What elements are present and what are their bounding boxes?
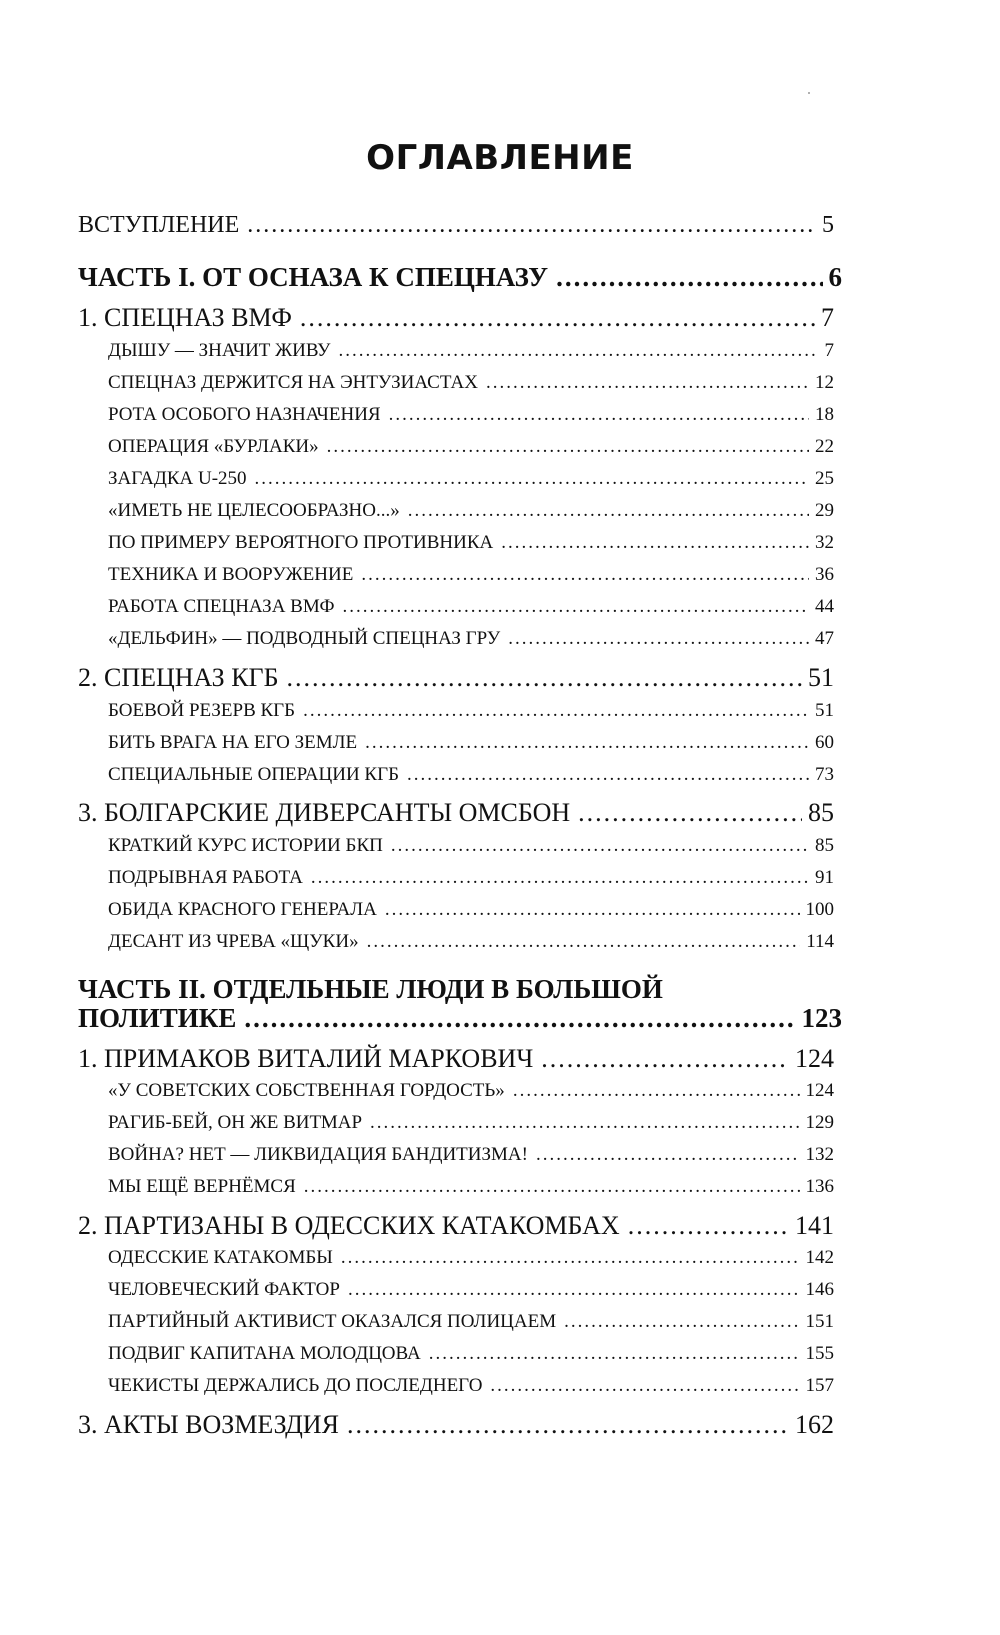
dot-leader <box>486 372 809 394</box>
toc-page-number: 136 <box>805 1176 834 1197</box>
toc-chapter <box>78 798 834 828</box>
toc-subentry <box>108 899 834 921</box>
toc-subentry <box>108 564 834 586</box>
toc-entry-label: ЧАСТЬ I. ОТ ОСНАЗА К СПЕЦНАЗУ <box>78 262 549 292</box>
toc-subentry <box>108 1144 834 1166</box>
toc-entry-label: ЧЕЛОВЕЧЕСКИЙ ФАКТОР <box>108 1279 340 1300</box>
toc-entry-label: 2. ПАРТИЗАНЫ В ОДЕССКИХ КАТАКОМБАХ <box>78 1211 620 1240</box>
toc-entry-label: «У СОВЕТСКИХ СОБСТВЕННАЯ ГОРДОСТЬ» <box>108 1080 505 1101</box>
toc-entry-label: 3. АКТЫ ВОЗМЕЗДИЯ <box>78 1410 339 1439</box>
toc-page-number: 100 <box>805 899 834 920</box>
toc-chapter <box>78 663 834 693</box>
dot-leader <box>255 468 809 490</box>
toc-entry-label: ПАРТИЙНЫЙ АКТИВИСТ ОКАЗАЛСЯ ПОЛИЦАЕМ <box>108 1311 557 1332</box>
toc-page-number: 25 <box>815 468 834 489</box>
toc-page-number: 36 <box>815 564 834 585</box>
toc-page-number: 44 <box>815 596 834 617</box>
toc-page-number: 155 <box>805 1343 834 1364</box>
toc-entry-label: СПЕЦНАЗ ДЕРЖИТСЯ НА ЭНТУЗИАСТАХ <box>108 372 478 393</box>
toc-entry-label: 1. СПЕЦНАЗ ВМФ <box>78 303 292 332</box>
toc-page-number: 60 <box>815 732 834 753</box>
dot-leader <box>407 764 809 786</box>
print-speck <box>808 92 810 94</box>
toc-entry-label: ТЕХНИКА И ВООРУЖЕНИЕ <box>108 564 354 585</box>
toc-part-1 <box>78 262 842 293</box>
toc-subentry <box>108 700 834 722</box>
toc-entry-label: ПОДВИГ КАПИТАНА МОЛОДЦОВА <box>108 1343 421 1364</box>
toc-subentry <box>108 596 834 618</box>
toc-entry-label: «ИМЕТЬ НЕ ЦЕЛЕСООБРАЗНО...» <box>108 500 400 521</box>
toc-subentry <box>108 1311 834 1333</box>
dot-leader <box>244 1003 795 1034</box>
toc-page-number: 51 <box>808 663 834 692</box>
toc-subentry <box>108 340 834 362</box>
dot-leader <box>303 700 809 722</box>
toc-entry-label: 2. СПЕЦНАЗ КГБ <box>78 663 279 692</box>
toc-page-number: 5 <box>822 212 834 238</box>
toc-page-number: 123 <box>801 1003 842 1033</box>
toc-subentry <box>108 1343 834 1365</box>
dot-leader <box>556 262 822 293</box>
toc-page-number: 129 <box>805 1112 834 1133</box>
toc-subentry <box>108 372 834 394</box>
toc-subentry <box>108 764 834 786</box>
toc-subentry <box>108 867 834 889</box>
dot-leader <box>327 436 809 458</box>
dot-leader <box>541 1044 789 1074</box>
toc-subentry <box>108 404 834 426</box>
toc-page-number: 124 <box>795 1044 834 1073</box>
toc-page-number: 151 <box>805 1311 834 1332</box>
dot-leader <box>536 1144 800 1166</box>
toc-entry-label: ОПЕРАЦИЯ «БУРЛАКИ» <box>108 436 319 457</box>
toc-entry-label: «ДЕЛЬФИН» — ПОДВОДНЫЙ СПЕЦНАЗ ГРУ <box>108 628 501 649</box>
dot-leader <box>508 628 809 650</box>
dot-leader <box>365 732 809 754</box>
toc-page-number: 114 <box>806 931 834 952</box>
toc-chapter <box>78 1410 834 1440</box>
toc-entry-intro <box>78 212 834 239</box>
dot-leader <box>389 404 809 426</box>
toc-page-number: 22 <box>815 436 834 457</box>
toc-entry-label: ЧЕКИСТЫ ДЕРЖАЛИСЬ ДО ПОСЛЕДНЕГО <box>108 1375 483 1396</box>
toc-part-2-title-line: ЧАСТЬ II. ОТДЕЛЬНЫЕ ЛЮДИ В БОЛЬШОЙ <box>78 974 663 1004</box>
toc-entry-label: БИТЬ ВРАГА НА ЕГО ЗЕМЛЕ <box>108 732 358 753</box>
toc-page-number: 85 <box>808 798 834 827</box>
toc-page-number: 18 <box>815 404 834 425</box>
toc-page-number: 47 <box>815 628 834 649</box>
toc-entry-label: РАГИБ-БЕЙ, ОН ЖЕ ВИТМАР <box>108 1112 363 1133</box>
toc-entry-label: ДЕСАНТ ИЗ ЧРЕВА «ЩУКИ» <box>108 931 359 952</box>
toc-chapter <box>78 1211 834 1241</box>
toc-subentry <box>108 468 834 490</box>
toc-entry-label: МЫ ЕЩЁ ВЕРНЁМСЯ <box>108 1176 296 1197</box>
dot-leader <box>341 1247 800 1269</box>
toc-page-number: 132 <box>805 1144 834 1165</box>
toc-entry-label: ПОЛИТИКЕ <box>78 1003 237 1033</box>
toc-subentry <box>108 500 834 522</box>
toc-entry-label: ОБИДА КРАСНОГО ГЕНЕРАЛА <box>108 899 377 920</box>
toc-page-number: 142 <box>805 1247 834 1268</box>
dot-leader <box>408 500 809 522</box>
toc-subentry <box>108 1375 834 1397</box>
toc-subentry <box>108 732 834 754</box>
toc-chapter <box>78 1044 834 1074</box>
toc-subentry <box>108 835 834 857</box>
dot-leader <box>361 564 809 586</box>
dot-leader <box>287 663 802 693</box>
toc-entry-label: КРАТКИЙ КУРС ИСТОРИИ БКП <box>108 835 383 856</box>
toc-entry-label: РАБОТА СПЕЦНАЗА ВМФ <box>108 596 335 617</box>
toc-subentry <box>108 532 834 554</box>
dot-leader <box>391 835 809 857</box>
dot-leader <box>367 931 801 953</box>
dot-leader <box>501 532 809 554</box>
dot-leader <box>304 1176 800 1198</box>
toc-entry-label: 1. ПРИМАКОВ ВИТАЛИЙ МАРКОВИЧ <box>78 1044 534 1073</box>
toc-page-number: 7 <box>824 340 834 361</box>
toc-page-number: 85 <box>815 835 834 856</box>
dot-leader <box>247 212 816 239</box>
dot-leader <box>429 1343 800 1365</box>
toc-part-2 <box>78 1003 842 1034</box>
toc-entry-label: ОДЕССКИЕ КАТАКОМБЫ <box>108 1247 333 1268</box>
toc-entry-label: ДЫШУ — ЗНАЧИТ ЖИВУ <box>108 340 331 361</box>
dot-leader <box>311 867 809 889</box>
toc-entry-label: ЗАГАДКА U-250 <box>108 468 247 489</box>
toc-page-number: 7 <box>821 303 834 332</box>
dot-leader <box>343 596 810 618</box>
toc-entry-label: ВСТУПЛЕНИЕ <box>78 212 240 238</box>
toc-entry-label: ПО ПРИМЕРУ ВЕРОЯТНОГО ПРОТИВНИКА <box>108 532 494 553</box>
toc-entry-label: ВОЙНА? НЕТ — ЛИКВИДАЦИЯ БАНДИТИЗМА! <box>108 1144 528 1165</box>
toc-page-number: 141 <box>795 1211 834 1240</box>
page-title: ОГЛАВЛЕНИЕ <box>366 138 634 178</box>
toc-subentry <box>108 1247 834 1269</box>
dot-leader <box>578 798 802 828</box>
toc-entry-label: БОЕВОЙ РЕЗЕРВ КГБ <box>108 700 296 721</box>
toc-entry-label: 3. БОЛГАРСКИЕ ДИВЕРСАНТЫ ОМСБОН <box>78 798 571 827</box>
toc-entry-label: РОТА ОСОБОГО НАЗНАЧЕНИЯ <box>108 404 381 425</box>
dot-leader <box>300 303 815 333</box>
toc-subentry <box>108 931 834 953</box>
toc-page-number: 91 <box>815 867 834 888</box>
dot-leader <box>385 899 800 921</box>
toc-page-number: 146 <box>805 1279 834 1300</box>
toc-subentry <box>108 1279 834 1301</box>
dot-leader <box>370 1112 799 1134</box>
dot-leader <box>564 1311 799 1333</box>
toc-page-number: 32 <box>815 532 834 553</box>
dot-leader <box>347 1410 789 1440</box>
toc-subentry <box>108 436 834 458</box>
toc-page-number: 29 <box>815 500 834 521</box>
toc-subentry <box>108 1080 834 1102</box>
toc-page-number: 12 <box>815 372 834 393</box>
dot-leader <box>513 1080 800 1102</box>
dot-leader <box>338 340 818 362</box>
toc-page-number: 6 <box>828 262 842 292</box>
toc-page-number: 73 <box>815 764 834 785</box>
toc-entry-label: СПЕЦИАЛЬНЫЕ ОПЕРАЦИИ КГБ <box>108 764 399 785</box>
toc-subentry <box>108 628 834 650</box>
toc-chapter <box>78 303 834 333</box>
toc-subentry <box>108 1112 834 1134</box>
toc-page-number: 157 <box>805 1375 834 1396</box>
toc-entry-label: ПОДРЫВНАЯ РАБОТА <box>108 867 303 888</box>
dot-leader <box>628 1211 789 1241</box>
toc-page-number: 51 <box>815 700 834 721</box>
toc-page-number: 124 <box>805 1080 834 1101</box>
dot-leader <box>490 1375 799 1397</box>
toc-subentry <box>108 1176 834 1198</box>
toc-page-number: 162 <box>795 1410 834 1439</box>
dot-leader <box>348 1279 800 1301</box>
